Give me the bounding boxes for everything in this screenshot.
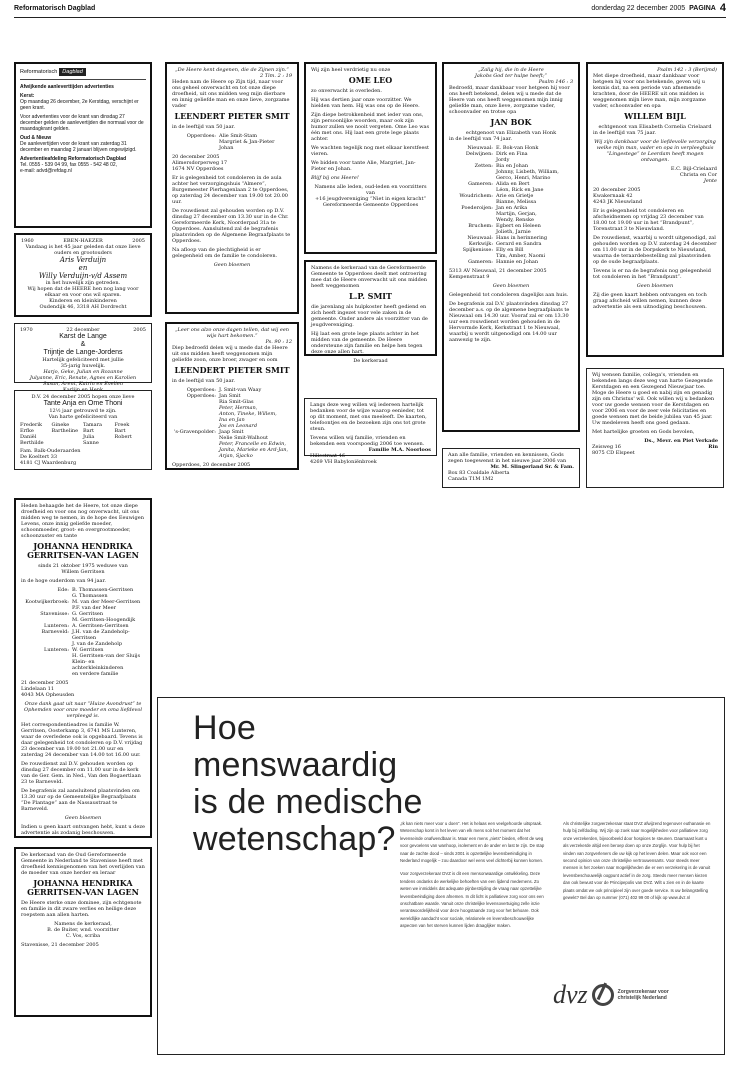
obituary-smit-siblings: „Leer ons alzo onze dagen tellen, dat wij een wijs hart bekomen.” Ps. 90 : 12 Diep bedroefd delen wij u mede dat de Heere uit ons midden heeft weggenomen mijn geliefde zoon, onze broer, zwager en oom LEENDERT PIETER SMIT in de leeftijd van 50 jaar. Opperdoes: J. Smit-van Waay Opperdoes: Jan Smit Ria Smit-Glas Peter, Herman, Anton, Tineke, Willem, Ina en Jan Jos en Leonard 's-Gravenpolder: Jaap Smit Nelie Smit-Walhout Peter, Francelle en Edwin, Janita, Marieke en Ard-Jan, Arjan, Sjacko Opperdoes, 20 december 2005 <box>165 322 299 470</box>
list-person: Gerritsen <box>72 635 97 641</box>
family-name: Mr. M. Slingerland Sr. & Fam. <box>490 464 574 470</box>
list-place: Lunteren: <box>44 647 69 653</box>
deceased-name: LEENDERT PIETER SMIT <box>174 111 290 121</box>
deceased-name: L.P. SMIT <box>349 291 392 301</box>
list-place: Gameren: <box>468 259 493 265</box>
obituary-gerritsen-family: Heden behaagde het de Heere, tot onze diepe droefheid en voor ons nog onverwacht, uit ons midden weg te nemen, in de hope des Eeuwigen Levens, onze innig geliefde moeder, schoonmoeder, groot- en overgrootmoeder, schoonzuster en tante JOHANNA HENDRIKA GERRITSEN-VAN LAGEN sinds 21 oktober 1975 weduwe van Willem Gerritsen in de hoge ouderdom van 94 jaar. Ede: B. Thomassen-Gerritsen G. Thomassen Kootwijkerbroek: M. van der Meer-Gerritsen P.F. van der Meer Stavenisse: G. Gerritsen M. Gerritsen-Hoogendijk Lunteren: A. Gerritsen-Gerritsen Barneveld: J.H. van de Zandeholp- Gerritsen J. van de Zandeholp Lunteren: W. Gerritsen H. Gerritsen-van der Sluijs Klein- en achterkleinkinderen en verdere familie 21 december 2005 Lindelaan 11 4043 MA Opheusden Onze dank gaat uit naar “Huize Avondrust” te Ophemden voor onze moeder en oma liefdevol verpleegd is. Het correspondentieadres is familie W. Gerritsen, Oosterkamp 3, 6741 MS Lunteren, waar de overledene ook is opgebaard. Tevens is daar gelegenheid tot condoleren op D.V. vrijdag 23 december van 19.00 tot 21.00 uur en zaterdag 24 december van 14.00 tot 16.00 uur. De rouwdienst zal D.V. gehouden worden op dinsdag 27 december om 11.00 uur in de kerk van de Ger. Gem. in Ned., Van den Bogaertlaan 23 te Barneveld. De begrafenis zal aansluitend plaatsvinden om 13.30 uur op de Gemeentelijke Begraafplaats “De Plantage” aan de Nassaustraat te Barneveld. Geen bloemen Indien u geen kaart ontvangen hebt, kunt u deze advertentie als zodanig beschouwen. <box>14 498 152 838</box>
list-place: Delwijnen: <box>465 151 493 157</box>
list-place <box>21 671 69 677</box>
list-person: en verdere familie <box>72 671 119 677</box>
family-member-name <box>52 440 84 446</box>
family-member-name: Robert <box>114 434 132 440</box>
list-place: Woudrichem: <box>459 193 493 199</box>
list-person: Bia en Johan <box>496 163 529 169</box>
family-member-name: Bart <box>114 428 126 434</box>
deadline-notice: Reformatorisch Dagblad Afwijkende aanleverttijden advertenties Kerst: Op maandag 26 december, 2e Kerstdag, verschijnt er geen krant. Voor advertenties voor de krant van dinsdag 27 december gelden de aanlevertijden die normaal voor de maandagkrant gelden. Oud & Nieuw De aanlevertijden voor de krant van zaterdag 31 december en maandag 2 januari blijven ongewijzigd. Advertentieafdeling Reformatorisch Dagblad Tel. 0555 - 539 04 99, fax 0555 - 542 48 02, e-mail: advd@refdag.nl <box>14 62 152 228</box>
list-place: Stavenisse: <box>40 611 69 617</box>
thanks-noorloos: Langs deze weg willen wij iedereen hartelijk bedanken voor de wijze waarop eenieder, tot op dit moment, met ons meeleeft. De kaarten, telefoontjes en de bezoeken zijn ons tot grote steun. Tevens willen wij familie, vrienden en bekenden een voorspoedig 2006 toe wensen. Familie M.A. Noorloos Hillestraat 46 4269 VH Babyloniënbroek <box>304 398 437 456</box>
list-person: Hans in herinnering <box>496 235 548 241</box>
page-number: 4 <box>719 2 726 14</box>
ad-column-right: Als christelijke zorgverzekeraar staat DVZ afwijzend tegenover euthanasie en hulp bij zelfdoding. Wij zijn op zoek naar mogelijkheden voor palliatieve zorg onze verzekerden, bijvoorbeeld door hospices te steunen. Daarnaast kunt u als verzekerde altijd een beroep doen op onze Zorglijn. Voor hulp bij het vinden van zorgverleners die uw kijk op het leven delen. Maar ook voor een second opinion van onze christelijke vertrouwensarts. Voor steeds meer mensen is het zoeken naar mogelijkheden die er een verzekering is de vanuit levensbeschouwelijk oogpunt actief in de zorg. Steeds meer mensen kiezen dan ook bewust voor de Principepolis van DVZ. Wilt u zien en in de kaarte plaats omdat we ook principieel zijn over goede service. Is uw belangstelling gewekt? Bel dan op nummer (071) 402 99 00 of kijk op www.dvz.nl <box>563 821 711 901</box>
list-place: Bruchem: <box>468 223 493 229</box>
list-person: P.F. van der Meer <box>72 605 116 611</box>
list-person: J.H. van de Zandeholp- <box>72 629 130 635</box>
list-person: Jordy <box>496 157 510 163</box>
ad-column-left: „Ik kan niets meer voor u doen”. Het is helaas een veelgehoorde uitspraak. Wetenschap komt in het leven van elk mens soit het moment dat het levenseinde onafwendbaar is. Maar een mens „niets” bieden, effent de weg voor gevoelens van wanhoop, isolement en de ander en last te zijn. De stap naar de zachte dood – sinds 2001 is opzettelijke levensbeëindiging in Nederland mogelijk – zou daardoor wel eens veel dichterbij kunnen komen. Voor zorgverzekeraar DVZ is dit een mensonwaardige ontwikkeling. Deze tendens ondanks de werkelijke behoeften van een lijdend medemens. Zo weten we inmiddels dat adequate pijnbestrijding de vraag naar opzettelijke levensbeëindiging doen afnemen. In dit licht is palliatieve zorg voor ons een onschatbare waarde. Vanuit onze christelijke levensovertuiging zelle inzie verantwoordelijkheid voor deze hoogstaande zorg voor het behoare. Ook wereldlijke aandacht voor sociale, relationele en levensbeschouwelijke aspecten van het sterven kunnen lijden draaglijker maken. <box>400 821 545 929</box>
family-member-name: Bartheline <box>51 428 79 434</box>
family-member-name: Julia <box>83 434 95 440</box>
deceased-name: WILLEM BIJL <box>624 111 686 121</box>
list-person: Gerard en Sandra <box>496 241 542 247</box>
list-place: Spijkenisse: <box>462 247 493 253</box>
family-member-name <box>115 440 147 446</box>
list-person: H. Gerritsen-van der Sluijs <box>72 653 141 659</box>
list-person: Martijn, Gerjan, <box>496 211 537 217</box>
date-label: donderdag 22 december 2005 <box>591 4 686 12</box>
list-person: M. Gerritsen-Hoogendijk <box>72 617 136 623</box>
anniversary-verduijn: 1960 EBEN-HAEZER 2005 Vandaag is het 45 jaar geleden dat onze lieve ouders en grootouders Aris Verduijn en Willy Verduijn-v/d Assem in het huwelijk zijn getreden. Wij hopen dat de HEERE hen nog lang voor elkaar en voor ons wil sparen. Kinderen en kleinkinderen Oudendijk 46, 3318 AH Dordrecht <box>14 233 152 317</box>
list-person: Hannie en Johan <box>496 259 539 265</box>
notice-title: Afwijkende aanleverttijden advertenties <box>20 84 114 90</box>
deceased-name: LEENDERT PIETER SMIT <box>174 365 290 375</box>
list-place: Gameren: <box>468 181 493 187</box>
family-member-name: Gineke <box>51 422 70 428</box>
list-person: achterkleinkinderen <box>72 665 124 671</box>
list-person: Léon, Rick en Jane <box>496 187 544 193</box>
notice-logo: Reformatorisch Dagblad <box>20 68 146 80</box>
list-place: Ede: <box>57 587 69 593</box>
family-name: Ds., Mevr. en Piet Verkade <box>644 438 718 444</box>
list-person: Elly en Bill <box>496 247 524 253</box>
list-person: Jan en Arika <box>496 205 528 211</box>
list-person: J. van de Zandeholp <box>72 641 123 647</box>
list-person: Jolieth, Jarnie <box>496 229 531 235</box>
anniversary-anja: D.V. 24 december 2005 hopen onze lieve Tante Anja en Ome Thoni 12½ jaar getrouwd te zijn. Van harte gefeliciteerd van Frederik Gineke Tamara Freek Erfke Bartheline Bart Bart Daniël Julia Robert Berthilde Sanne Fam. Balk-Ouderaarden De Koeltert 33 4181 CJ Waardenburg <box>14 390 152 470</box>
obituary-gerritsen-church: De kerkeraad van de Oud Gereformeerde Gemeente in Nederland te Stavenisse heeft met droefheid kennisgenomen van het overlijden van de moeder van onze herder en leraar JOHANNA HENDRIKA GERRITSEN-VAN LAGEN De Heere sterke onze dominee, zijn echtgenote en familie in dit zware verlies en heilige deze roepstem aan allen harten. Namens de kerkeraad, B. de Buiter, wnd. voorzitter C. Vos, scriba Stavenisse, 21 december 2005 <box>14 847 152 1017</box>
deceased-name: JOHANNA HENDRIKA GERRITSEN-VAN LAGEN <box>27 541 139 560</box>
list-person: Arie en Grietje <box>496 193 534 199</box>
list-person: Wendy, Renske <box>496 217 534 223</box>
list-place: Zetten: <box>474 163 493 169</box>
list-person: Klein- en <box>72 659 95 665</box>
family-member-name: Berthilde <box>20 440 44 446</box>
list-person: Egbert en Heleen <box>496 223 541 229</box>
obituary-smit-family: „De Heere kent degenen, die de Zijnen zijn.” 2 Tim. 2 : 19 Heden nam de Heere op Zijn tijd, naar voor ons geheel onverwacht en tot onze diepe droefheid, uit ons midden weg mijn dierbare en innig geliefde man en onze lieve, zorgzame vader LEENDERT PIETER SMIT in de leeftijd van 50 jaar. Opperdoes: Alie Smit-Stam Margriet & Jan-Pieter Johan 20 december 2005 Alimersdorperweg 17 1674 NV Opperdoes Er is gelegenheid tot condoleren in de aula achter het verzorgingshuis “Almere”, Burgemeester Pierhagenlaan 2 te Opperdoes, op zaterdag 24 december van 19.00 tot 20.00 uur. De rouwdienst zal gehouden worden op D.V. dinsdag 27 december om 13.30 uur in de Chr. Gereformeerde Kerk, Noorderpad 31a te Opperdoes. Aansluitend zal de begrafenis plaatsvinden op de Algemene Begraafplaats te Opperdoes. Na afloop van de plechtigheid is er gelegenheid om de familie te condoleren. Geen bloemen <box>165 62 299 314</box>
list-place: Kootwijkerbroek: <box>25 599 69 605</box>
family-list <box>449 145 573 265</box>
family-member-name: Erfke <box>20 428 34 434</box>
page-info <box>591 2 726 14</box>
deceased-name: JAN BOK <box>490 117 532 127</box>
list-person: Bianne, Melissa <box>496 199 537 205</box>
dvz-advertisement[interactable] <box>157 697 725 1055</box>
list-person: Tim, Amber, Naomi <box>496 253 546 259</box>
page-label: PAGINA <box>689 4 716 12</box>
couple-name: Aris Verduijn <box>59 256 107 264</box>
list-person: A. Gerritsen-Gerritsen <box>72 623 129 629</box>
family-name: Familie M.A. Noorloos <box>368 447 431 453</box>
couple-name: Karst de Lange <box>59 333 107 340</box>
list-person: Alida en Bert <box>496 181 530 187</box>
list-place: Kerkwijk: <box>468 241 493 247</box>
list-place: Poederoijen: <box>461 205 493 211</box>
list-person: Johnny, Lisbeth, William, <box>496 169 559 175</box>
list-place: Barneveld: <box>41 629 69 635</box>
anniversary-de-lange: 1970 22 december 2005 Karst de Lange & Trijntje de Lange-Jordens Hartelijk gefeliciteerd met jullie 35-jarig huwelijk. Harjo, Geke, Julian en Rozanne Julyanne, Eric, Renate, Agnes en Karolien Susan, Arent, Katrin en Evelien Karlijn en Henk <box>14 323 152 383</box>
notice-email[interactable]: e-mail: advd@refdag.nl <box>20 168 72 174</box>
list-person: W. Gerritsen <box>72 647 104 653</box>
family-list <box>21 587 145 677</box>
deceased-name: JOHANNA HENDRIKA GERRITSEN-VAN LAGEN <box>27 878 139 897</box>
couple-name: Tante Anja en Ome Thoni <box>43 400 123 407</box>
family-names <box>20 422 146 446</box>
family-member-name: Frederik <box>20 422 42 428</box>
obituary-lp-smit: Namens de kerkeraad van de Gereformeerde Gemeente te Opperdoes deelt met ontroering mee dat de Heere onverwacht uit ons midden heeft weggenomen L.P. SMIT die jarenlang als hulpkoster heeft gediend en zich heeft ingezet voor vele zaken in de gemeente. Onder andere als voorzitter van de jeugdvereniging. Hij laat een grote lege plaats achter in het midden van de gemeente. De Heere ondersteune zijn familie en helpe hen tegen deze onze allen hart. De kerkeraad <box>304 260 437 356</box>
list-person: B. Thomassen-Gerritsen <box>72 587 134 593</box>
list-place: Lunteren: <box>44 623 69 629</box>
family-member-name: Freek <box>114 422 130 428</box>
list-place: Nieuwaal: <box>467 145 493 151</box>
obituary-willem-bijl: Psalm 142 : 3 (Berijmd) Met diepe droefheid, maar dankbaar voor hetgeen hij voor ons betekende, geven wij u kennis dat, na een periode van afnemende krachten, door de HEERE uit ons midden is weggenomen mijn lieve man, mijn zorgzame vader, schoonvader en opa WILLEM BIJL echtgenoot van Elisabeth Cornelia Crielaard in de leeftijd van 75 jaar. Wij zijn dankbaar voor de liefdevolle verzorging welke mijn man, vader en opa in verpleeghuis “Lingestege” te Leerdam heeft mogen ontvangen. E.C. Bijl-Crielaard Christa en Cor Jente 20 december 2005 Kwakernaak 42 4243 JK Nieuwland Er is gelegenheid tot condoleren en afscheidnemen op vrijdag 23 december van 18.00 tot 19.00 uur in het “Brandpunt”, Torenstraat 3 te Nieuwland. De rouwdienst, waarbij u wordt uitgenodigd, zal gehouden worden op D.V. zaterdag 24 december om 11.00 uur in de Dorpskerk te Nieuwland, waarna de teraardebestelling zal plaatsvinden op de oude begraafplaats. Tevens is er na de begrafenis nog gelegenheid tot condoleren in het “Brandpunt”. Geen bloemen Zij die geen kaart hebben ontvangen en toch graag afscheid willen nemen, kunnen deze advertentie als een uitnodiging beschouwen. <box>586 62 724 357</box>
family-member-name: Daniël <box>20 434 37 440</box>
deceased-name: OME LEO <box>348 75 393 85</box>
list-person: G. Gerritsen <box>72 611 104 617</box>
ampersand-logo-icon <box>592 984 614 1006</box>
family-member-name: Sanne <box>83 440 99 446</box>
list-person: M. van der Meer-Gerritsen <box>72 599 141 605</box>
dvz-logo: dvz Zorgverzekeraar voor christelijk Nederland <box>553 980 669 1009</box>
list-place: Nieuwaal: <box>467 235 493 241</box>
list-person: Gerco, Henri, Marino <box>496 175 551 181</box>
ad-headline: Hoe menswaardig is de medische wetenschap? <box>193 709 423 858</box>
family-member-name: Bart <box>83 428 95 434</box>
list-person: Dirk en Fina <box>496 151 528 157</box>
list-person: G. Thomassen <box>72 593 108 599</box>
page-header <box>14 2 726 18</box>
family-member-name: Tamara <box>83 422 103 428</box>
newspaper-name: Reformatorisch Dagblad <box>14 5 96 12</box>
list-person: E. Bok-van Honk <box>496 145 539 151</box>
obituary-jan-bok: „Zalig hij, die in de Heere Jakobs God ter hulpe heeft;” Psalm 146 : 3 Bedroefd, maar dankbaar voor hetgeen hij voor ons heeft betekend, delen wij u mede dat de Heere van ons heeft weggenomen mijn innig geliefde man, onze lieve, zorgzame vader, schoonvader en trotse opa JAN BOK echtgenoot van Elizabeth van Honk in de leeftijd van 74 jaar. Nieuwaal: E. Bok-van Honk Delwijnen: Dirk en Fina Jordy Zetten: Bia en Johan Johnny, Lisbeth, William, Gerco, Henri, Marino Gameren: Alida en Bert Léon, Rick en Jane Woudrichem: Arie en Grietje Bianne, Melissa Poederoijen: Jan en Arika Martijn, Gerjan, Wendy, Renske Bruchem: Egbert en Heleen Jolieth, Jarnie Nieuwaal: Hans in herinnering Kerkwijk: Gerard en Sandra Spijkenisse: Elly en Bill Tim, Amber, Naomi Gameren: Hannie en Johan 5313 AV Nieuwaal, 21 december 2005 Kempenstraat 9 Geen bloemen Gelegenheid tot condoleren dagelijks aan huis. De begrafenis zal D.V. plaatsvinden dinsdag 27 december a.s. op de algemene begraafplaats te Nieuwaal om 14.30 uur. Vooraf zal er om 13.30 uur een rouwdienst worden gehouden in de Hervormde Kerk, Kerkstraat 1 te Nieuwaal, waarbij u wordt uitgenodigd om 14.00 uur aanwezig te zijn. <box>442 62 580 432</box>
greeting-slingerland: Aan alle familie, vrienden en kennissen, Gods zegen toegewenst in het nieuwe jaar 2006 van Mr. M. Slingerland Sr. & Fam. Box 83 Coaldale Alberta Canada T1M 1M2 <box>442 448 580 488</box>
obituary-ome-leo: Wij zijn heel verdrietig nu onze OME LEO zo onverwacht is overleden. Hij was dertien jaar onze voorzitter. We hielden van hem. Hij was ons op de Heere. Zijn diepe betrokkenheid met ieder van ons, zijn persoonlijke woorden, maar ook zijn humor zullen we nooit vergeten. Ome Leo was één met ons. Hij laat een grote lege plaats achter. We wachten tegelijk nog met elkaar kerstfeest vieren. We bidden voor tante Alie, Margriet, Jan-Pieter en Johan. Blijf bij ons Heere! Namens alle leden, oud-leden en voorzitters van +16 jeugdvereniging “Niet in eigen kracht” Gereformeerde Gemeente Opperdoes <box>304 62 437 254</box>
greeting-verkade: Wij wensen familie, collega's, vrienden en bekenden langs deze weg van harte Gezegende Kerstdagen en een Gezegend Nieuwjaar toe. Moge de Heere u goed en nabij zijn en genadig zijn om Christus' wil. Ook willen wij u bedanken voor uw goede wensen voor de Kerstdagen en voor 2006 en voor de zeer vele felicitaties en goede wensen met de beide jubilea van 45 jaar. Uw medeleven heeft ons goed gedaan. Met hartelijke groeten en Gods bevolen, Ds., Mevr. en Piet Verkade Zeisweg 16 Rin 8075 CD Elspeet <box>586 368 724 488</box>
